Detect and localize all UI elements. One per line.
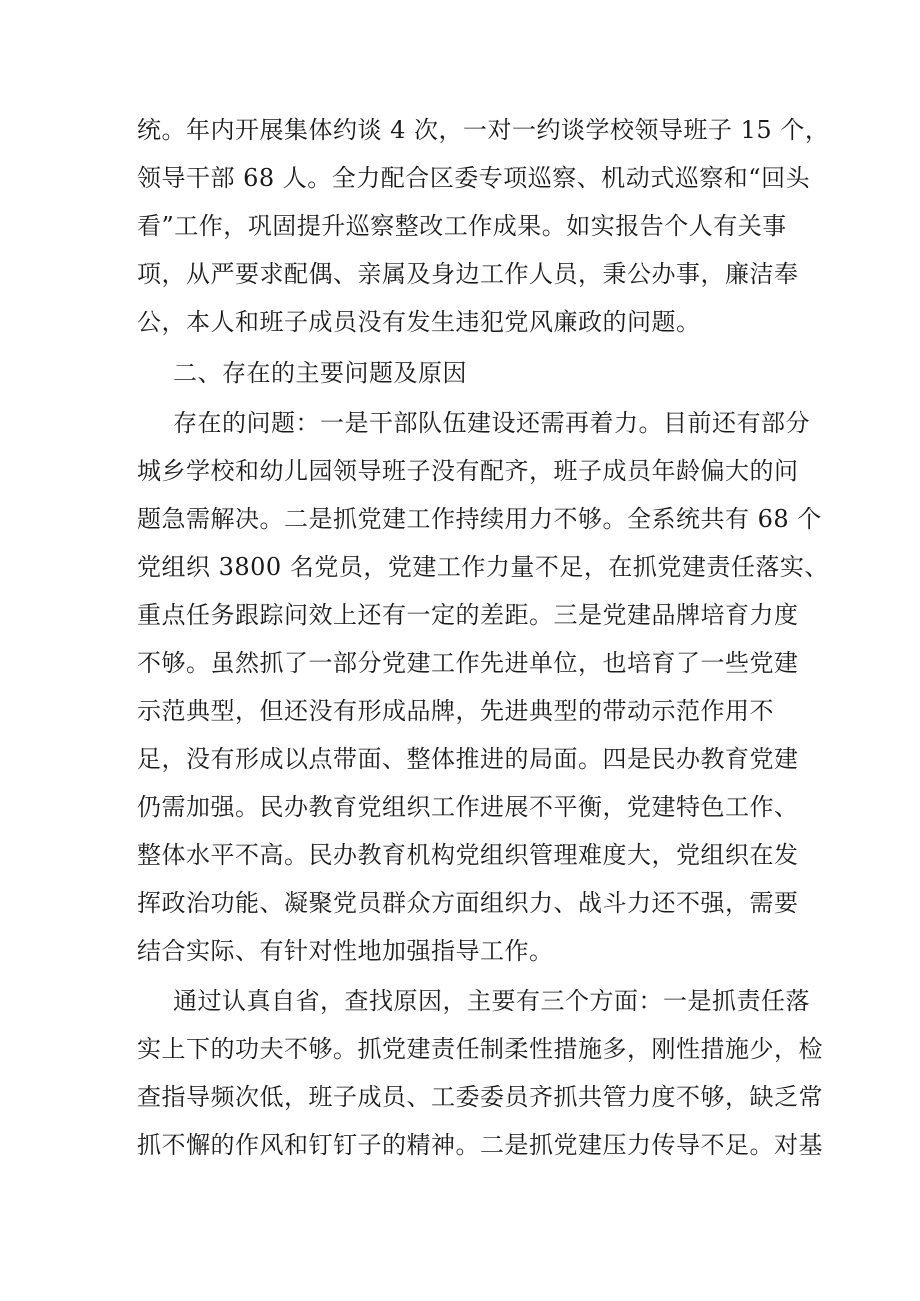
paragraph-1-line-1: 统。年内开展集体约谈 4 次，一对一约谈学校领导班子 15 个，	[137, 116, 830, 144]
paragraph-2-line-8: 足，没有形成以点带面、整体推进的局面。四是民办教育党建	[137, 745, 799, 773]
paragraph-3-line-1: 通过认真自省，查找原因，主要有三个方面：一是抓责任落	[173, 987, 810, 1015]
section-heading: 二、存在的主要问题及原因	[173, 359, 467, 387]
paragraph-2-line-12: 结合实际、有针对性地加强指导工作。	[137, 937, 554, 965]
paragraph-2-line-10: 整体水平不高。民办教育机构党组织管理难度大，党组织在发	[137, 841, 799, 869]
paragraph-2-line-6: 不够。虽然抓了一部分党建工作先进单位，也培育了一些党建	[137, 649, 799, 677]
paragraph-2-line-7: 示范典型，但还没有形成品牌，先进典型的带动示范作用不	[137, 697, 774, 725]
paragraph-2-line-5: 重点任务跟踪问效上还有一定的差距。三是党建品牌培育力度	[137, 601, 799, 629]
paragraph-1-line-3: 看”工作，巩固提升巡察整改工作成果。如实报告个人有关事	[137, 212, 787, 240]
paragraph-3-line-3: 查指导频次低，班子成员、工委委员齐抓共管力度不够，缺乏常	[137, 1083, 823, 1111]
paragraph-2-line-3: 题急需解决。二是抓党建工作持续用力不够。全系统共有 68 个	[137, 505, 822, 533]
paragraph-2-line-11: 挥政治功能、凝聚党员群众方面组织力、战斗力还不强，需要	[137, 889, 799, 917]
paragraph-2-line-9: 仍需加强。民办教育党组织工作进展不平衡，党建特色工作、	[137, 793, 799, 821]
paragraph-3-line-4: 抓不懈的作风和钉钉子的精神。二是抓党建压力传导不足。对基	[137, 1131, 823, 1159]
paragraph-1-line-4: 项，从严要求配偶、亲属及身边工作人员，秉公办事，廉洁奉	[137, 260, 799, 288]
paragraph-2-line-1: 存在的问题：一是干部队伍建设还需再着力。目前还有部分	[173, 409, 810, 437]
paragraph-2-line-2: 城乡学校和幼儿园领导班子没有配齐，班子成员年龄偏大的问	[137, 457, 799, 485]
paragraph-1-line-5: 公，本人和班子成员没有发生违犯党风廉政的问题。	[137, 308, 701, 336]
paragraph-2-line-4: 党组织 3800 名党员，党建工作力量不足，在抓党建责任落实、	[137, 553, 829, 581]
paragraph-1-line-2: 领导干部 68 人。全力配合区委专项巡察、机动式巡察和“回头	[137, 164, 811, 192]
paragraph-3-line-2: 实上下的功夫不够。抓党建责任制柔性措施多，刚性措施少，检	[137, 1035, 823, 1063]
